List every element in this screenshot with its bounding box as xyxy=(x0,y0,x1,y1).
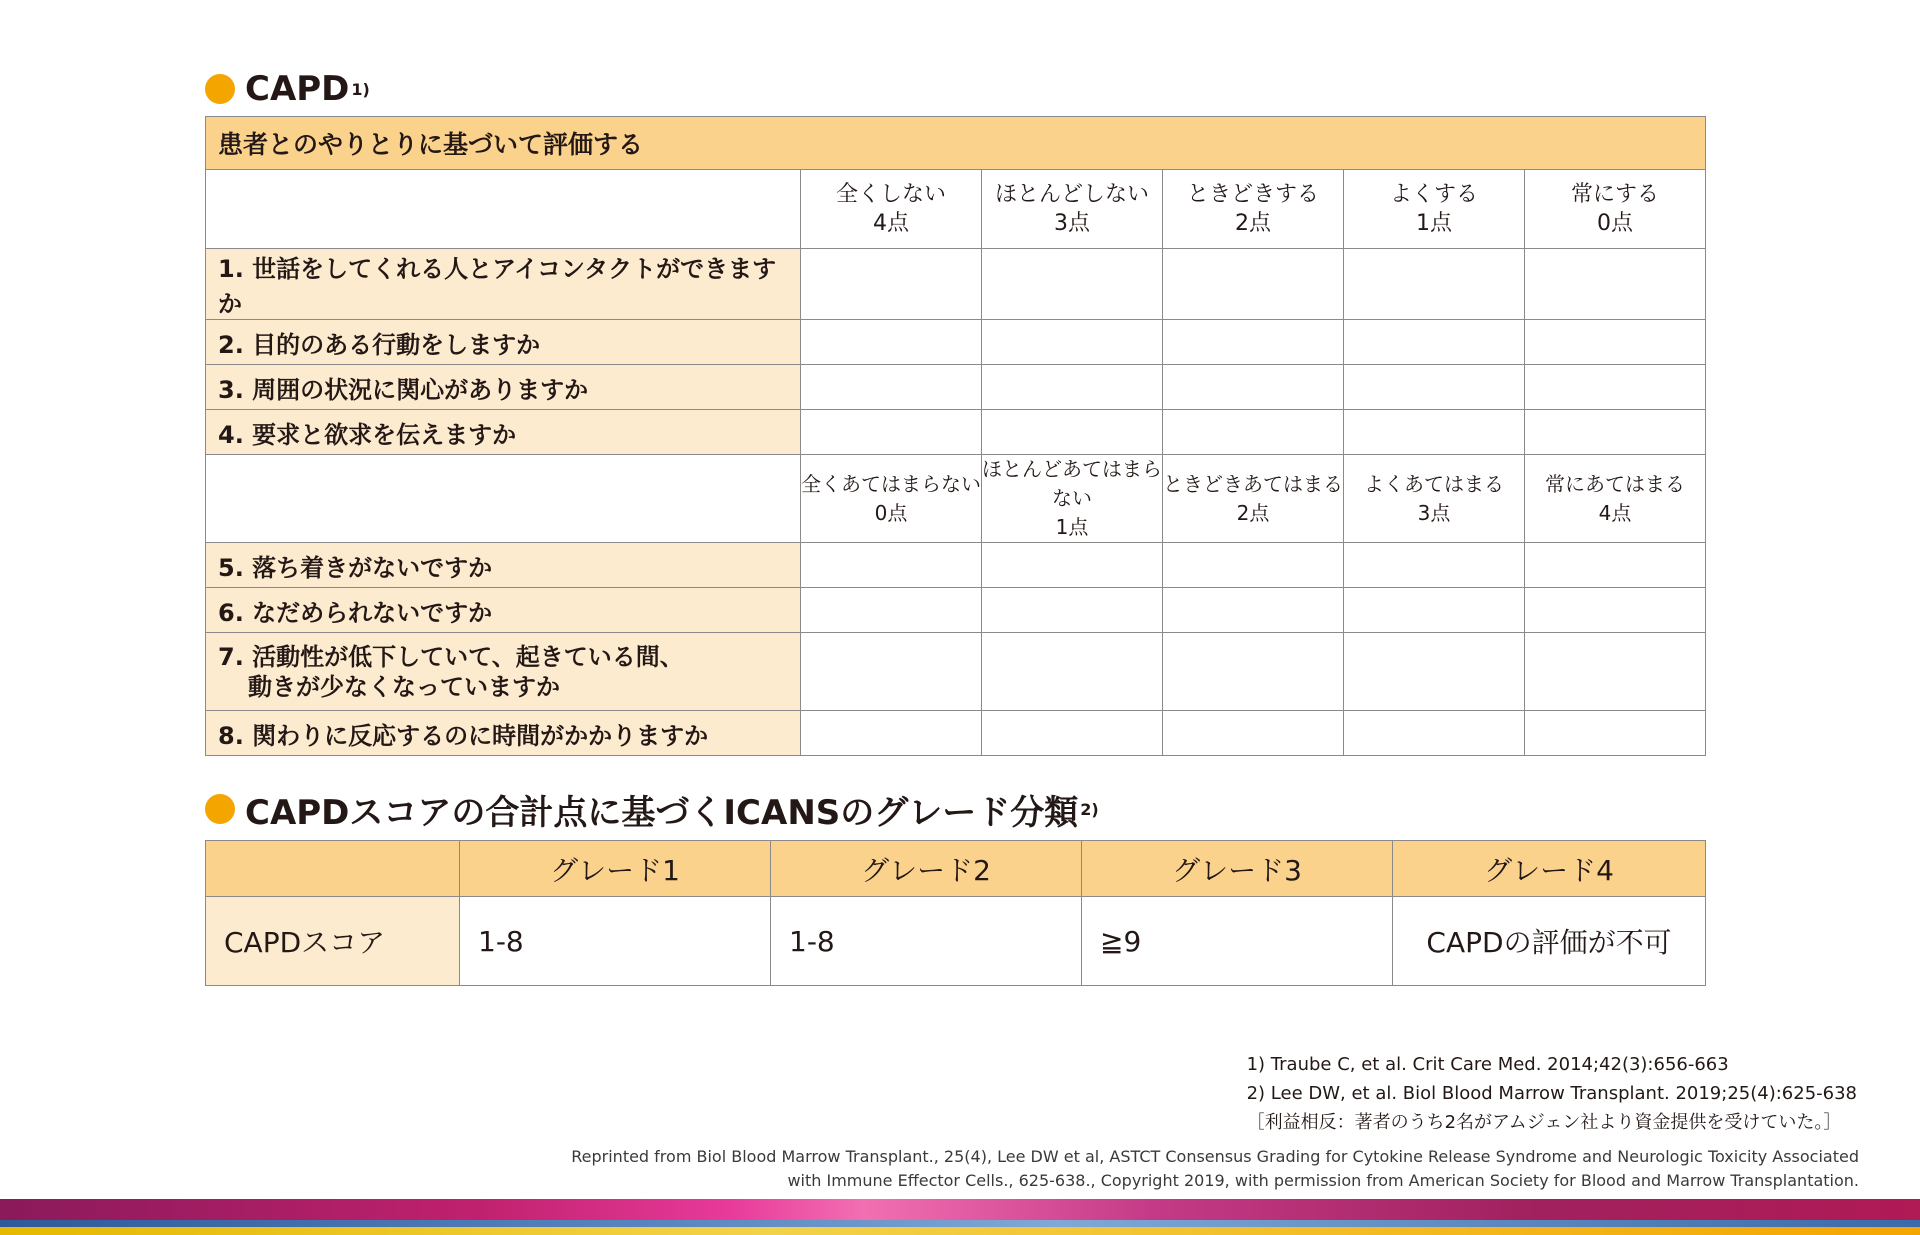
score-cell[interactable] xyxy=(1163,588,1344,633)
score-cell[interactable] xyxy=(1344,320,1525,365)
table-row xyxy=(206,365,1706,410)
item-label-1: 1. 世話をしてくれる人とアイコンタクトができますか xyxy=(206,249,801,320)
scale2-col-3: よくあてはまる 3点 xyxy=(1344,455,1525,543)
score-cell[interactable] xyxy=(1344,410,1525,455)
blank-header-cell xyxy=(206,170,801,249)
scale1-col-1: ほとんどしない 3点 xyxy=(982,170,1163,249)
blank-header-cell xyxy=(206,455,801,543)
item-label-3: 3. 周囲の状況に関心がありますか xyxy=(206,365,801,410)
score-cell[interactable] xyxy=(1525,365,1706,410)
scale2-col-0: 全くあてはまらない 0点 xyxy=(801,455,982,543)
score-cell[interactable] xyxy=(1525,249,1706,320)
score-cell[interactable] xyxy=(982,320,1163,365)
score-cell[interactable] xyxy=(801,410,982,455)
footer-color-bar xyxy=(0,1199,1920,1235)
score-cell[interactable] xyxy=(982,543,1163,588)
conflict-of-interest-note: ［利益相反：著者のうち2名がアムジェン社より資金提供を受けていた。］ xyxy=(1246,1112,1842,1133)
score-cell[interactable] xyxy=(801,249,982,320)
score-cell[interactable] xyxy=(982,588,1163,633)
scale2-col-2: ときどきあてはまる 2点 xyxy=(1163,455,1344,543)
score-cell[interactable] xyxy=(1525,633,1706,711)
score-cell[interactable] xyxy=(1344,365,1525,410)
score-cell[interactable] xyxy=(1525,711,1706,756)
score-cell[interactable] xyxy=(1344,543,1525,588)
item-label-7: 7. 活動性が低下していて、起きている間、 動きが少なくなっていますか xyxy=(206,633,801,711)
grade-header-2: グレード2 xyxy=(771,841,1082,897)
table-row xyxy=(206,711,1706,756)
score-cell[interactable] xyxy=(982,633,1163,711)
score-cell[interactable] xyxy=(982,711,1163,756)
score-cell[interactable] xyxy=(1163,633,1344,711)
grading-title: CAPDスコアの合計点に基づくICANSのグレード分類 xyxy=(245,792,1079,833)
scale1-col-2: ときどきする 2点 xyxy=(1163,170,1344,249)
table-row xyxy=(206,410,1706,455)
grade-4-value: CAPDの評価が不可 xyxy=(1393,897,1706,986)
grade-header-4: グレード4 xyxy=(1393,841,1706,897)
grade-header-1: グレード1 xyxy=(460,841,771,897)
reference-2: 2) Lee DW, et al. Biol Blood Marrow Transplant. 2019;25(4):625-638 xyxy=(1246,1083,1857,1104)
score-cell[interactable] xyxy=(1163,711,1344,756)
capd-section-title xyxy=(205,69,370,109)
score-cell[interactable] xyxy=(1163,249,1344,320)
table-row xyxy=(206,543,1706,588)
grade-header-3: グレード3 xyxy=(1082,841,1393,897)
score-cell[interactable] xyxy=(1163,320,1344,365)
capd-ref-mark: 1) xyxy=(351,79,370,99)
table-row xyxy=(206,320,1706,365)
grade-2-value: 1-8 xyxy=(771,897,1082,986)
score-cell[interactable] xyxy=(801,711,982,756)
grade-header-blank xyxy=(206,841,460,897)
item-label-5: 5. 落ち着きがないですか xyxy=(206,543,801,588)
item-label-2: 2. 目的のある行動をしますか xyxy=(206,320,801,365)
table-row xyxy=(206,588,1706,633)
score-cell[interactable] xyxy=(1525,588,1706,633)
footer-band-yellow xyxy=(0,1227,1920,1235)
grading-ref-mark: 2) xyxy=(1080,799,1099,819)
grading-section-title xyxy=(205,789,1099,833)
score-cell[interactable] xyxy=(801,588,982,633)
capd-title: CAPD xyxy=(245,69,350,109)
reprint-credit xyxy=(571,1145,1859,1193)
scale1-col-0: 全くしない 4点 xyxy=(801,170,982,249)
score-cell[interactable] xyxy=(982,249,1163,320)
score-cell[interactable] xyxy=(1525,410,1706,455)
grade-3-value: ≧9 xyxy=(1082,897,1393,986)
score-cell[interactable] xyxy=(1344,588,1525,633)
score-cell[interactable] xyxy=(1344,711,1525,756)
capd-table xyxy=(205,116,1706,756)
reference-1: 1) Traube C, et al. Crit Care Med. 2014;42(3):656-663 xyxy=(1246,1054,1729,1075)
credit-line-1: Reprinted from Biol Blood Marrow Transplant., 25(4), Lee DW et al, ASTCT Consensus Grading for Cytokine Release Syndrome and Neurologic Toxicity Associated xyxy=(571,1147,1859,1166)
score-cell[interactable] xyxy=(801,543,982,588)
scale1-col-3: よくする 1点 xyxy=(1344,170,1525,249)
score-cell[interactable] xyxy=(1525,543,1706,588)
scale2-col-4: 常にあてはまる 4点 xyxy=(1525,455,1706,543)
grade-1-value: 1-8 xyxy=(460,897,771,986)
scale2-col-1: ほとんどあてはまらない 1点 xyxy=(982,455,1163,543)
item-label-6: 6. なだめられないですか xyxy=(206,588,801,633)
capd-score-label: CAPDスコア xyxy=(206,897,460,986)
references xyxy=(1247,1050,1857,1137)
item-label-8: 8. 関わりに反応するのに時間がかかりますか xyxy=(206,711,801,756)
score-cell[interactable] xyxy=(801,320,982,365)
table-row xyxy=(206,633,1706,711)
footer-band-blue xyxy=(0,1220,1920,1227)
score-cell[interactable] xyxy=(1344,249,1525,320)
item-label-4: 4. 要求と欲求を伝えますか xyxy=(206,410,801,455)
score-cell[interactable] xyxy=(801,633,982,711)
table-row xyxy=(206,249,1706,320)
score-cell[interactable] xyxy=(1163,410,1344,455)
score-cell[interactable] xyxy=(1525,320,1706,365)
score-cell[interactable] xyxy=(801,365,982,410)
score-cell[interactable] xyxy=(1163,365,1344,410)
orange-bullet-icon xyxy=(205,74,235,104)
score-cell[interactable] xyxy=(1344,633,1525,711)
scale1-col-4: 常にする 0点 xyxy=(1525,170,1706,249)
capd-table-header: 患者とのやりとりに基づいて評価する xyxy=(206,117,1706,170)
grade-table xyxy=(205,840,1706,986)
credit-line-2: with Immune Effector Cells., 625-638., Copyright 2019, with permission from American Society for Blood and Marrow Transplantation. xyxy=(787,1171,1859,1190)
score-cell[interactable] xyxy=(982,410,1163,455)
score-cell[interactable] xyxy=(982,365,1163,410)
score-cell[interactable] xyxy=(1163,543,1344,588)
orange-bullet-icon xyxy=(205,794,235,824)
